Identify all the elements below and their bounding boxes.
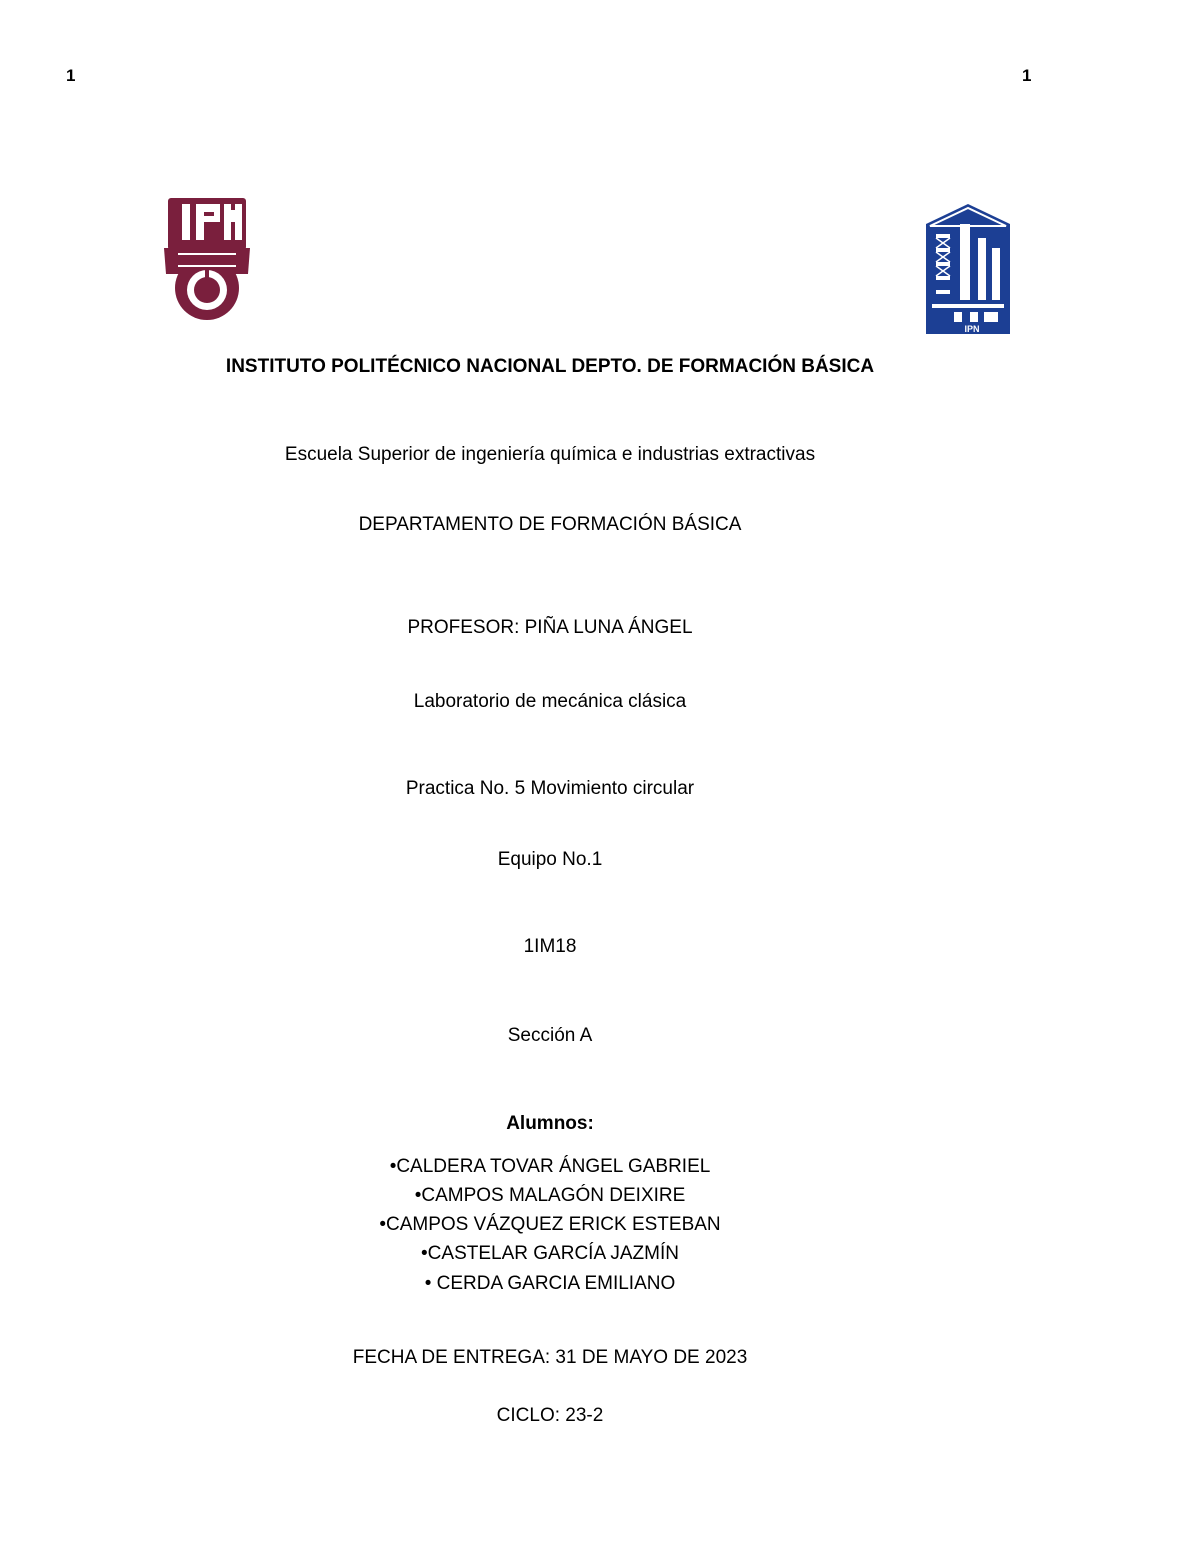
esiqie-logo: [924, 204, 1012, 334]
team-number: Equipo No.1: [497, 849, 603, 870]
student-item: •CASTELAR GARCÍA JAZMÍN: [421, 1243, 679, 1264]
ipn-logo: [160, 188, 254, 324]
due-date: FECHA DE ENTREGA: 31 DE MAYO DE 2023: [352, 1347, 748, 1368]
school-name: Escuela Superior de ingeniería química e industrias extractivas: [284, 444, 816, 465]
student-item: •CALDERA TOVAR ÁNGEL GABRIEL: [389, 1156, 711, 1177]
students-heading: Alumnos:: [506, 1113, 594, 1134]
page-number-right: 1: [1022, 66, 1032, 85]
page-number-left: 1: [66, 66, 76, 85]
student-item: •CAMPOS MALAGÓN DEIXIRE: [414, 1185, 686, 1206]
lab-name: Laboratorio de mecánica clásica: [413, 691, 687, 712]
professor-name: PROFESOR: PIÑA LUNA ÁNGEL: [407, 617, 693, 638]
department-name: DEPARTAMENTO DE FORMACIÓN BÁSICA: [358, 514, 742, 535]
cycle: CICLO: 23-2: [496, 1405, 604, 1426]
section-label: Sección A: [507, 1025, 593, 1046]
institution-title: INSTITUTO POLITÉCNICO NACIONAL DEPTO. DE FORMACIÓN BÁSICA: [225, 356, 875, 377]
student-item: • CERDA GARCIA EMILIANO: [424, 1273, 676, 1294]
group-code: 1IM18: [523, 936, 577, 957]
student-item: •CAMPOS VÁZQUEZ ERICK ESTEBAN: [379, 1214, 721, 1235]
esiqie-logo-text: IPN: [964, 324, 980, 334]
practice-title: Practica No. 5 Movimiento circular: [405, 778, 695, 799]
